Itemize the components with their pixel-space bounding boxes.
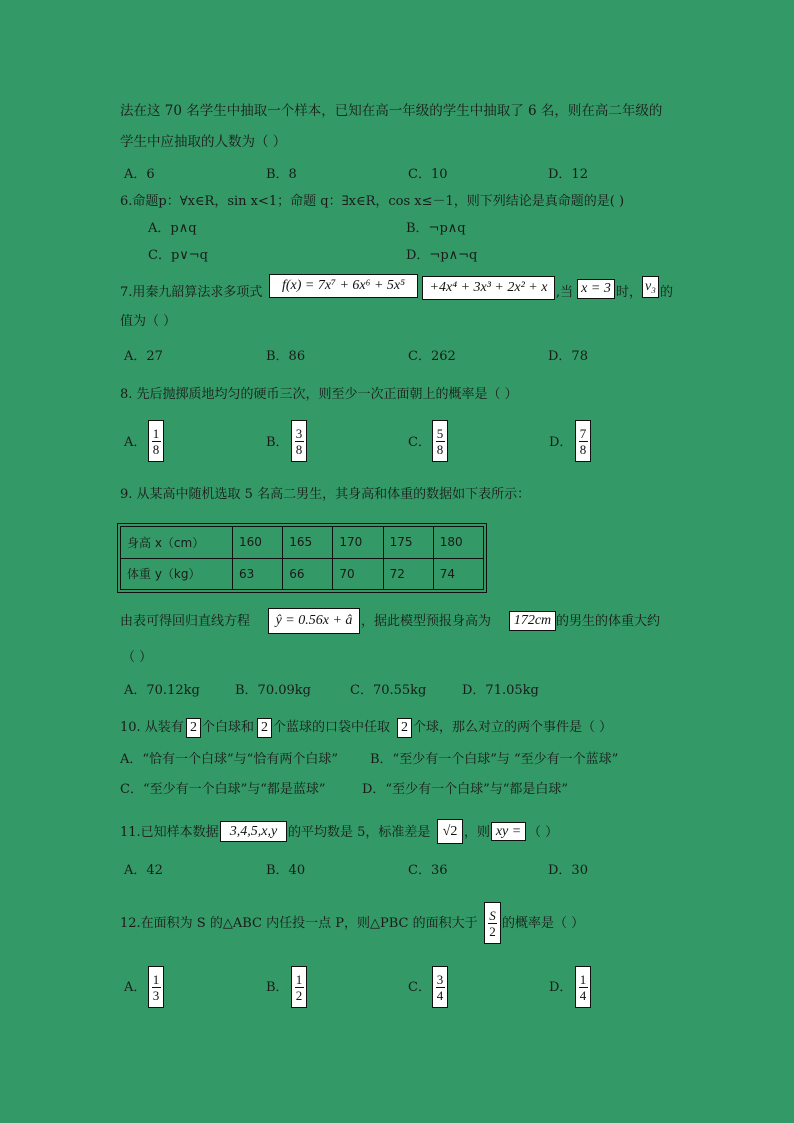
q7-v3: v₃ [642,276,659,298]
q10-white-count: 2 [186,718,201,738]
q12-option-b-fraction [291,966,307,1008]
fraction-denominator: 4 [436,987,444,1003]
table-cell: 体重 y（kg） [121,558,233,590]
q9-regression-equation: ŷ = 0.56x + â [268,608,360,634]
q12-option-d-fraction [575,966,591,1008]
table-cell: 72 [383,558,433,590]
q9-line2: （ ） [122,650,153,665]
q6-option-b: B．¬p∧q [406,221,466,236]
q8-stem: 8. 先后抛掷质地均匀的硬币三次，则至少一次正面朝上的概率是（ ） [120,387,518,402]
q11-xy-expression: xy = [491,822,526,841]
table-cell: 165 [283,527,333,559]
table-cell: 63 [233,558,283,590]
q11-option-b: B．40 [266,863,306,878]
q9-option-b: B．70.09kg [235,683,311,698]
q5-option-a: A．6 [124,167,155,182]
q5-option-b: B．8 [266,167,297,182]
q6-option-d: D．¬p∧¬q [406,248,478,263]
q6-stem: 6.命题p：∀x∈R，sin x<1；命题 q：∃x∈R，cos x≤－1，则下列结论是真命题的是( ) [120,194,625,209]
q12-option-a-fraction [148,966,164,1008]
table-cell: 66 [283,558,333,590]
q6-option-c: C．p∨¬q [148,248,208,263]
q11-sample-data: 3,4,5,x,y [220,821,287,842]
fraction-denominator: 8 [436,441,444,457]
q8-option-c-fraction [432,420,448,462]
fraction-denominator: 8 [295,441,303,457]
q11-p3: ，则 [464,825,491,840]
q10-p3: 个蓝球的口袋中任取 [273,720,391,735]
q11-standard-deviation: √2 [437,819,463,844]
q12-option-d-letter: D． [549,980,573,995]
q10-p2: 个白球和 [202,720,255,735]
q10-option-c: C．“至少有一个白球”与“都是蓝球” [120,782,326,797]
q10-p1: 10. 从装有 [120,720,184,735]
q8-option-a-letter: A． [124,435,147,450]
q9-height-value: 172cm [509,611,556,631]
q7-option-b: B．86 [266,349,306,364]
table-row [121,527,484,559]
q10-draw-count: 2 [397,718,412,738]
q7-option-a: A．27 [124,349,163,364]
q7-x-value: x = 3 [577,279,615,299]
q8-option-b-fraction [291,420,307,462]
q8-option-d-letter: D． [549,435,573,450]
q10-option-b: B．“至少有一个白球”与 “至少有一个蓝球” [370,752,619,767]
table-cell: 74 [433,558,483,590]
q8-option-b-letter: B． [266,435,289,450]
q10-blue-count: 2 [257,718,272,738]
q12-p1: 12.在面积为 S 的△ABC 内任投一点 P，则△PBC 的面积大于 [120,916,478,931]
q11-p4: （ ） [528,825,559,840]
table-cell: 70 [333,558,383,590]
fraction-numerator: 1 [295,971,303,987]
table-cell: 身高 x（cm） [121,527,233,559]
q8-option-c-letter: C． [408,435,431,450]
q12-p2: 的概率是（ ） [502,916,585,931]
table-cell: 180 [433,527,483,559]
q9-option-c: C．70.55kg [350,683,427,698]
q7-polynomial-part2: +4x⁴ + 3x³ + 2x² + x [422,276,555,300]
fraction-numerator: S [489,907,496,923]
fraction-numerator: 1 [579,971,587,987]
height-weight-table [120,526,484,590]
q11-p1: 11.已知样本数据 [120,825,219,840]
fraction-numerator: 3 [436,971,444,987]
q11-p2: 的平均数是 5，标准差是 [288,825,431,840]
q12-option-c-fraction [432,966,448,1008]
fraction-numerator: 1 [152,425,160,441]
q7-line2: 值为（ ） [120,314,177,329]
q7-option-d: D．78 [548,349,588,364]
q10-option-a: A．“恰有一个白球”与“恰有两个白球” [120,752,338,767]
q12-option-a-letter: A． [124,980,147,995]
fraction-numerator: 1 [152,971,160,987]
q9-text1: 由表可得回归直线方程 [120,614,251,629]
q12-option-c-letter: C． [408,980,431,995]
q6-option-a: A．p∧q [148,221,197,236]
q7-time: 时， [616,285,643,300]
q9-option-d: D．71.05kg [462,683,539,698]
q5-line1: 法在这 70 名学生中抽取一个样本，已知在高一年级的学生中抽取了 6 名，则在高二年级的 [120,103,663,119]
fraction-denominator: 3 [152,987,160,1003]
q9-text2: ，据此模型预报身高为 [361,614,492,629]
fraction-numerator: 7 [579,425,587,441]
fraction-numerator: 5 [436,425,444,441]
q9-text3: 的男生的体重大约 [556,614,661,629]
q10-option-d: D．“至少有一个白球”与“都是白球” [362,782,569,797]
fraction-numerator: 3 [295,425,303,441]
q12-option-b-letter: B． [266,980,289,995]
q7-de: 的 [660,285,674,300]
q7-option-c: C．262 [408,349,456,364]
q8-option-d-fraction [575,420,591,462]
table-cell: 160 [233,527,283,559]
q7-when: ,当 [556,285,574,300]
q8-option-a-fraction [148,420,164,462]
table-row [121,558,484,590]
fraction-denominator: 8 [152,441,160,457]
q11-option-a: A．42 [124,863,163,878]
fraction-denominator: 2 [489,923,496,939]
q5-option-c: C．10 [408,167,448,182]
table-cell: 170 [333,527,383,559]
table-cell: 175 [383,527,433,559]
q10-p4: 个球，那么对立的两个事件是（ ） [413,720,613,735]
fraction-denominator: 2 [295,987,303,1003]
q11-option-d: D．30 [548,863,588,878]
q11-option-c: C．36 [408,863,448,878]
q7-polynomial-part1: f(x) = 7x⁷ + 6x⁶ + 5x⁵ [269,274,418,298]
fraction-denominator: 4 [579,987,587,1003]
q9-option-a: A．70.12kg [124,683,200,698]
q12-half-area-fraction [484,902,501,944]
q5-line2: 学生中应抽取的人数为（ ） [120,134,287,150]
q9-stem: 9. 从某高中随机选取 5 名高二男生，其身高和体重的数据如下表所示： [120,487,531,502]
q7-prefix: 7.用秦九韶算法求多项式 [120,285,263,300]
q5-option-d: D．12 [548,167,588,182]
fraction-denominator: 8 [579,441,587,457]
